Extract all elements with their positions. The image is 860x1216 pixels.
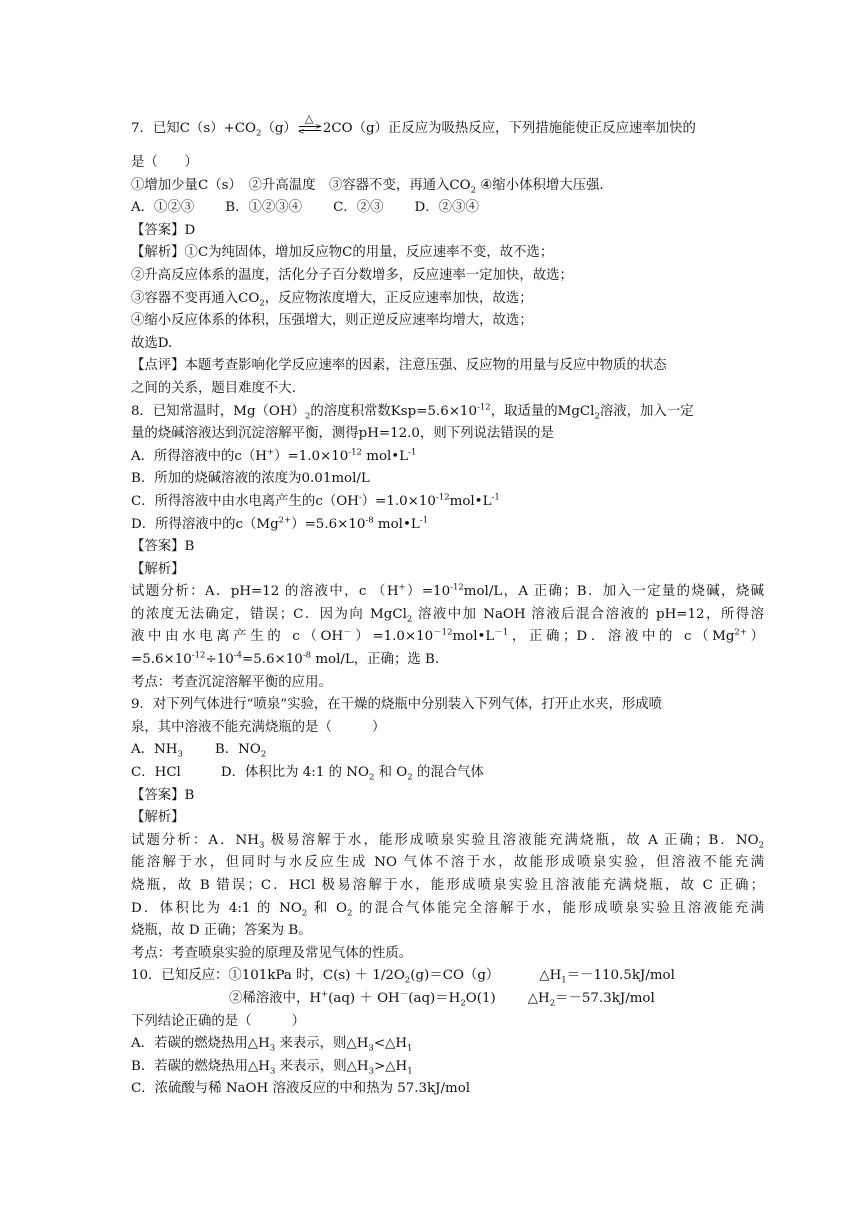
q9-analysis-2: 能溶解于水，但同时与水反应生成 NO 气体不溶于水，故能形成喷泉实验，但溶液不能充满	[131, 855, 764, 871]
q7-comment-1: 【点评】本题考查影响化学反应速率的因素，注意压强、反应物的用量与反应中物质的状态	[131, 358, 667, 374]
q8-stem-line2: 量的烧碱溶液达到沉淀溶解平衡，测得pH=12.0，则下列说法错误的是	[131, 426, 554, 442]
q9-analysis-4: D．体积比为 4:1 的 $NO_2$ 和 $O_2$ 的混合气体能完全溶解于水，能形成喷泉实验且溶液能充满	[131, 900, 764, 919]
q8-analysis-2: 的浓度无法确定，错误；C．因为向 MgCl$_2$ 溶液中加 NaOH 溶液后混合溶液的 pH=12，所得溶	[131, 606, 765, 625]
q9-point: 考点：考查喷泉实验的原理及常见气体的性质。	[131, 945, 413, 961]
q9-analysis-1: 试题分析：A．$NH_3$ 极易溶解于水，能形成喷泉实验且溶液能充满烧瓶，故 A 正确；B．$NO_2$	[131, 832, 764, 851]
q10-option-b: B．若碳的燃烧热用$\triangle H_3$ 来表示，则$\triangle H_3>\triangle H_1$	[131, 1058, 413, 1077]
q8-analysis-4: $=5.6\times 10^{-12}\div 10^{-4}=5.6\times 10^{-8}$ mol/L，正确；选 B.	[131, 650, 440, 668]
q8-option-c: C．所得溶液中由水电离产生的$c(OH^-)=1.0\times 10^{-12}mol•L^{-1}$	[131, 492, 500, 509]
q9-analysis-3: 烧瓶，故 B 错误；C．HCl 极易溶解于水，能形成喷泉实验且溶液能充满烧瓶，故 C 正确；	[131, 878, 764, 893]
q7-stem-line1: 7．已知$C(s)+CO_2(g)$ △ > < 2CO（g）正反应为吸热反应，下列措施能使正反应速率加快的	[131, 112, 696, 139]
q7-options: A．①②③ B．①②③④ C．②③ D．②③④	[131, 200, 479, 216]
q9-option-c: C．HCl	[131, 765, 181, 781]
q9-option-b: B．$NO_2$	[214, 742, 267, 761]
q9-stem-line2: 泉，其中溶液不能充满烧瓶的是（ ）	[131, 719, 386, 735]
q8-option-a: A．所得溶液中的$c(H^+)=1.0\times 10^{-12}$ $mol•L^{-1}$	[131, 447, 417, 464]
q9-analysis-head: 【解析】	[131, 810, 185, 826]
q7-analysis-4: ④缩小反应体系的体积，压强增大，则正逆反应速率均增大，故选；	[131, 313, 533, 329]
q8-analysis-3: 液中由水电离产生的 $c(OH^-)=1.0\times 10^{-12}mol•L^{-1}$，正确；D．溶液中的 $c(Mg^{2+})$	[131, 628, 764, 645]
q9-options-ab	[131, 739, 764, 762]
q8-analysis-head: 【解析】	[131, 561, 185, 577]
q8-analysis-1: 试题分析：A．pH=12 的溶液中，c $(H^+)=10^{-12}mol/L$，A 正确；B．加入一定量的烧碱，烧碱	[131, 582, 765, 600]
q7-stem-line2: 是（ ）	[131, 155, 198, 170]
q7-comment-2: 之间的关系，题目难度不大.	[131, 380, 296, 396]
q9-option-d: D．体积比为 4:1 的 $NO_2$ 和 $O_2$ 的混合气体	[220, 765, 484, 783]
q9-stem-line1: 9．对下列气体进行“喷泉”实验，在干燥的烧瓶中分别装入下列气体，打开止水夹，形成喷	[131, 697, 663, 713]
q7-analysis-3: ③容器不变再通入$CO_2$，反应物浓度增大，正反应速率加快，故选；	[131, 290, 533, 309]
q7-answer: 【答案】D	[131, 222, 196, 238]
q7-analysis-2: ②升高反应体系的温度，活化分子百分数增多，反应速率一定加快，故选；	[131, 267, 573, 283]
q8-answer: 【答案】B	[131, 539, 195, 555]
q8-option-b: B．所加的烧碱溶液的浓度为0.01mol/L	[131, 471, 370, 487]
q10-stem-line2: ②稀溶液中，$H^+(aq) + OH^-(aq)=H_2O(1)$ $\triangle H_2=-57.3kJ$/mol	[229, 989, 655, 1009]
q10-option-a: A．若碳的燃烧热用$\triangle H_3$ 来表示，则$\triangle H_3<\triangle H_1$	[131, 1036, 413, 1054]
q8-point: 考点：考查沉淀溶解平衡的应用。	[131, 674, 332, 690]
q7-measures: ①增加少量C（s） ②升高温度 ③容器不变，再通入$CO_2$ ④缩小体积增大压强.	[131, 177, 604, 196]
q9-answer: 【答案】B	[131, 787, 195, 803]
q7-conclusion: 故选D.	[131, 335, 173, 351]
q9-analysis-5: 烧瓶，故 D 正确；答案为 B。	[131, 923, 312, 939]
q10-stem-line1: 10．已知反应：①101kPa 时，$C(s) + 1/2O_2(g)=CO(g)$ $\triangle H_1=-110.5kJ$/mol	[131, 968, 675, 987]
q8-stem-line1: 8．已知常温时，$Mg(OH)_2$的溶度积常数$Ksp=5.6\times 10^{-12}$，取适量的MgCl$_2$溶液，加入一定	[131, 402, 694, 422]
q7-analysis-1: 【解析】①C为纯固体，增加反应物C的用量，反应速率不变，故不选；	[131, 245, 554, 261]
q10-option-c: C．浓硫酸与稀 NaOH 溶液反应的中和热为 57.3kJ/mol	[131, 1081, 471, 1097]
reversible-heat-arrow-icon: △ > <	[297, 112, 322, 136]
q10-ask: 下列结论正确的是（ ）	[131, 1013, 306, 1029]
q8-option-d: D．所得溶液中的$c(Mg^{2+})=5.6\times 10^{-8}$ $mol•L^{-1}$	[131, 515, 429, 532]
q9-options-cd	[131, 762, 764, 785]
q9-option-a: A．$NH_3$	[131, 742, 183, 761]
